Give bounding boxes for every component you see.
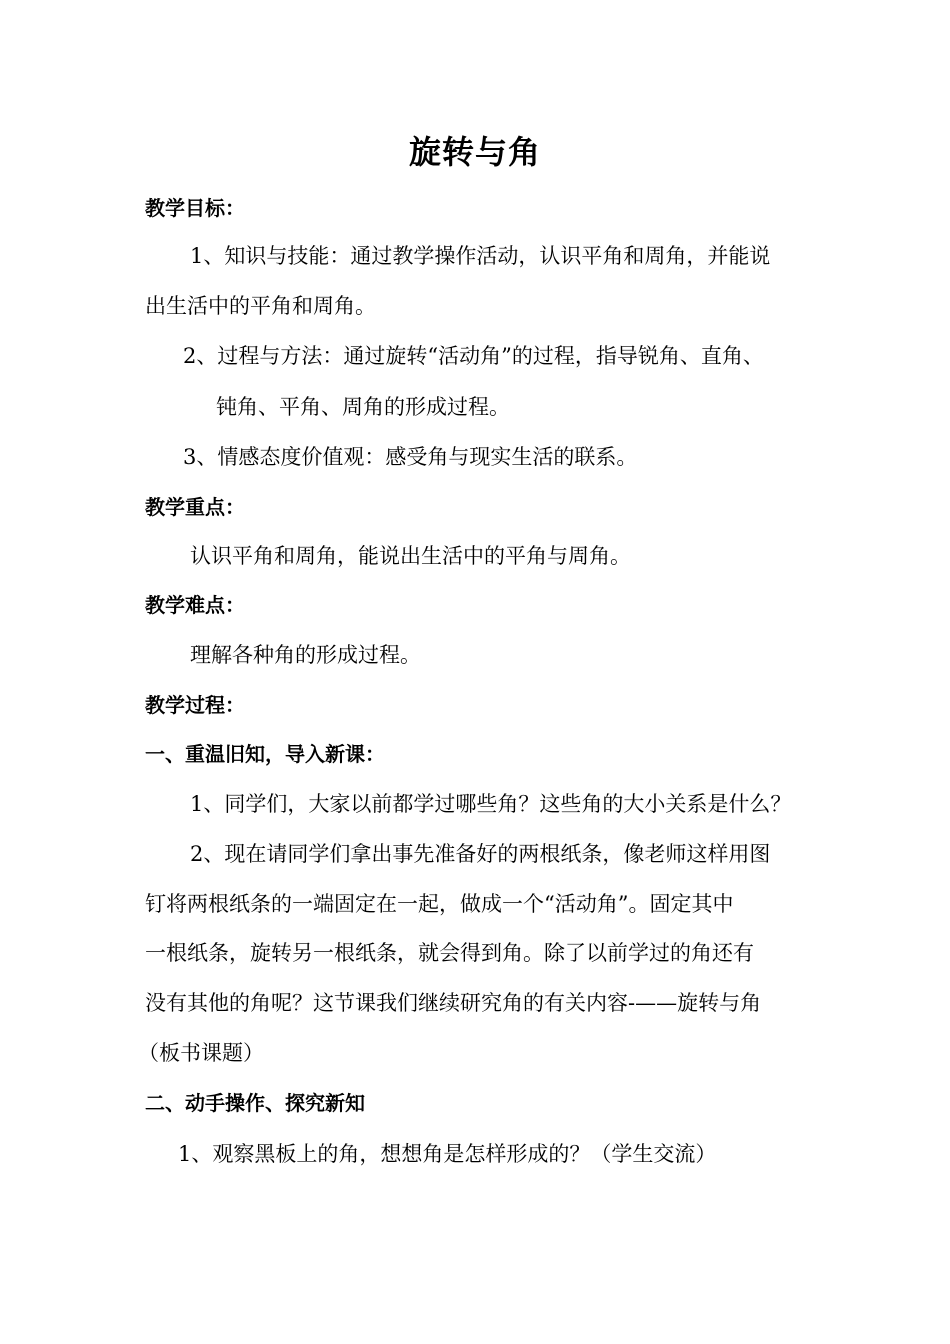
- section-1-item-1: 1、同学们，大家以前都学过哪些角？这些角的大小关系是什么？: [190, 792, 792, 816]
- process-heading: 教学过程：: [145, 693, 245, 717]
- objective-2-line-1: 2、过程与方法：通过旋转“活动角”的过程，指导锐角、直角、: [183, 344, 764, 368]
- section-2-item-1: 1、观察黑板上的角，想想角是怎样形成的？（学生交流）: [178, 1142, 717, 1166]
- section-1-item-2-line-2: 钉将两根纸条的一端固定在一起，做成一个“活动角”。固定其中: [145, 892, 734, 916]
- objective-1-line-2: 出生活中的平角和周角。: [145, 294, 376, 318]
- section-1-item-2-line-5: （板书课题）: [138, 1041, 264, 1065]
- difficulty-heading: 教学难点：: [145, 593, 245, 617]
- objective-1-line-1: 1、知识与技能：通过教学操作活动，认识平角和周角，并能说: [190, 244, 771, 268]
- section-1-item-2-line-3: 一根纸条，旋转另一根纸条，就会得到角。除了以前学过的角还有: [145, 941, 754, 965]
- objectives-heading: 教学目标：: [145, 196, 245, 220]
- objective-3: 3、情感态度价值观：感受角与现实生活的联系。: [183, 445, 638, 469]
- difficulty-text: 理解各种角的形成过程。: [190, 643, 421, 667]
- section-1-heading: 一、重温旧知，导入新课：: [145, 742, 385, 766]
- section-1-item-2-line-4: 没有其他的角呢？这节课我们继续研究角的有关内容-——旋转与角: [145, 991, 762, 1015]
- objective-2-line-2: 钝角、平角、周角的形成过程。: [216, 395, 510, 419]
- section-1-item-2-line-1: 2、现在请同学们拿出事先准备好的两根纸条，像老师这样用图: [190, 842, 771, 866]
- document-title: 旋转与角: [408, 133, 541, 171]
- key-points-heading: 教学重点：: [145, 495, 245, 519]
- key-points-text: 认识平角和周角，能说出生活中的平角与周角。: [190, 544, 631, 568]
- section-2-heading: 二、动手操作、探究新知: [145, 1091, 365, 1115]
